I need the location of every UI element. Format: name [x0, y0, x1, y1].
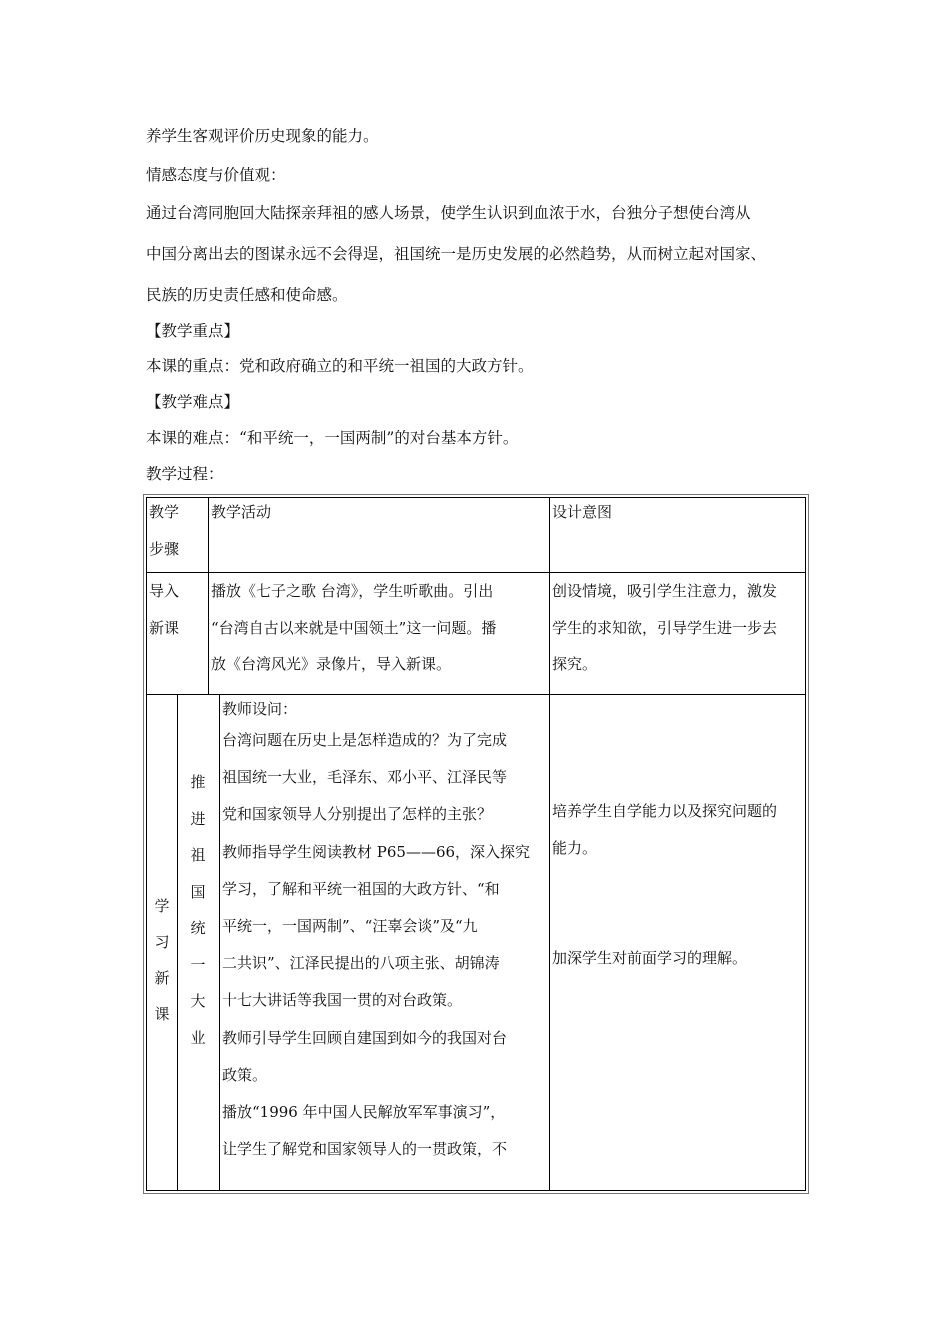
header-step: 教学 步骤 [149, 503, 180, 558]
row2-activity: 教师设问： 台湾问题在历史上是怎样造成的？为了完成 祖国统一大业，毛泽东、邓小平、江泽民等 党和国家领导人分别提出了怎样的主张？ 教师指导学生阅读教材 P65——66，深入探究 学习，了解和平统一祖国的大政方针、“和 平统一，一国两制”、“汪辜会谈”及“九 二共识”、江泽民提出的八项主张、胡锦涛 十七大讲话等我国一贯的对台政策。 教师引导学生回顾自建国到如今的我国对台 政策。 播放“1996 年中国人民解放军军事演习”， 让学生了解党和国家领导人的一贯政策，不 [222, 700, 531, 1159]
text-line: 情感态度与价值观： [146, 166, 286, 184]
text-line: 民族的历史责任感和使命感。 [146, 286, 348, 304]
section-heading-difficulty: 【教学难点】 [146, 393, 240, 411]
teaching-process-table [143, 494, 809, 1194]
header-intent: 设计意图 [552, 503, 613, 521]
row1-intent: 创设情境，吸引学生注意力，激发 学生的求知欲，引导学生进一步去 探究。 [552, 582, 778, 673]
row2-intent-a: 培养学生自学能力以及探究问题的 能力。 [552, 802, 778, 857]
text-line: 本课的难点：“和平统一，一国两制”的对台基本方针。 [146, 429, 519, 447]
text-line: 教学过程： [146, 465, 224, 483]
row2-substep-vertical: 推 进 祖 国 统 一 大 业 [190, 773, 206, 1047]
text-line: 本课的重点：党和政府确立的和平统一祖国的大政方针。 [146, 357, 534, 375]
text-line: 中国分离出去的图谋永远不会得逞，祖国统一是历史发展的必然趋势，从而树立起对国家、 [146, 245, 767, 263]
row2-intent-b: 加深学生对前面学习的理解。 [552, 949, 748, 967]
table-grid [146, 497, 806, 1191]
row1-step: 导入 新课 [149, 582, 180, 637]
row1-activity: 播放《七子之歌 台湾》，学生听歌曲。引出 “台湾自古以来就是中国领土”这一问题。播 放《台湾风光》录像片，导入新课。 [211, 582, 497, 673]
header-activity: 教学活动 [211, 503, 272, 521]
row2-step-vertical: 学 习 新 课 [154, 897, 170, 1023]
section-heading-focus: 【教学重点】 [146, 322, 240, 340]
text-line: 养学生客观评价历史现象的能力。 [146, 127, 379, 145]
text-line: 通过台湾同胞回大陆探亲拜祖的感人场景，使学生认识到血浓于水，台独分子想使台湾从 [146, 204, 751, 222]
